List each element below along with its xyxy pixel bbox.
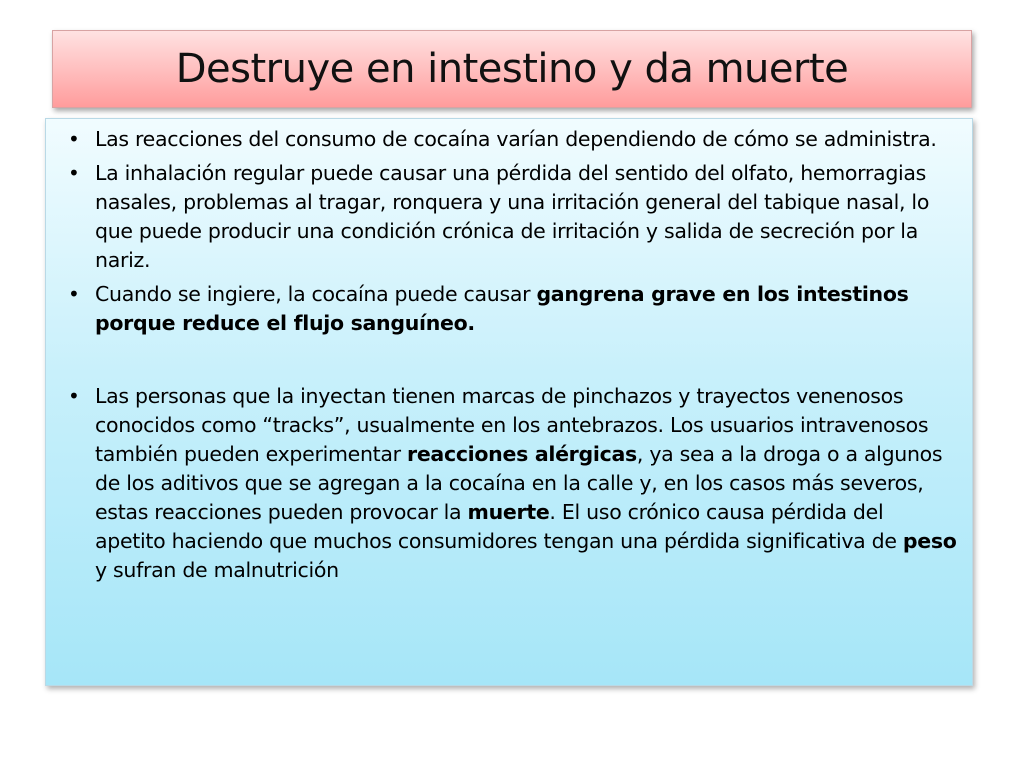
bullet-icon: • — [68, 161, 80, 185]
bullet-bold-text: gangrena grave en los intestinos porque reduce el flujo sanguíneo. — [95, 282, 909, 335]
bullet-text: Las reacciones del consumo de cocaína varían dependiendo de cómo se administra. — [95, 127, 937, 151]
bullet-bold-text: reacciones alérgicas — [407, 442, 637, 466]
bullet-text: Cuando se ingiere, la cocaína puede causar — [95, 282, 537, 306]
bullet-list — [68, 125, 958, 585]
bullet-text: , ya sea a la droga o a algunos de los aditivos que se agregan a la cocaína en la calle y, en los casos más severos, estas reacciones pueden provocar la — [95, 442, 943, 524]
bullet-item-2 — [68, 159, 958, 275]
bullet-text: . El uso crónico causa pérdida del apetito haciendo que muchos consumidores tengan una pérdida significativa de — [95, 500, 903, 553]
bullet-item-3 — [68, 280, 958, 338]
bullet-item-4 — [68, 382, 958, 585]
bullet-text: Las personas que la inyectan tienen marcas de pinchazos y trayectos venenosos conocidos como “tracks”, usualmente en los antebrazos. Los usuarios intravenosos también pueden experimentar — [95, 384, 929, 466]
bullet-text: y sufran de malnutrición — [95, 558, 339, 582]
bullet-icon: • — [68, 127, 80, 151]
bullet-bold-text: peso — [902, 529, 957, 553]
content-box — [45, 118, 973, 686]
bullet-text: La inhalación regular puede causar una pérdida del sentido del olfato, hemorragias nasales, problemas al tragar, ronquera y una irritación general del tabique nasal, lo que puede producir una condición crónica de irritación y salida de secreción por la nariz. — [95, 161, 930, 272]
bullet-icon: • — [68, 384, 80, 408]
bullet-bold-text: muerte — [467, 500, 550, 524]
bullet-item-1 — [68, 125, 958, 154]
title-box — [52, 30, 972, 108]
bullet-icon: • — [68, 282, 80, 306]
slide-title: Destruye en intestino y da muerte — [175, 46, 849, 92]
